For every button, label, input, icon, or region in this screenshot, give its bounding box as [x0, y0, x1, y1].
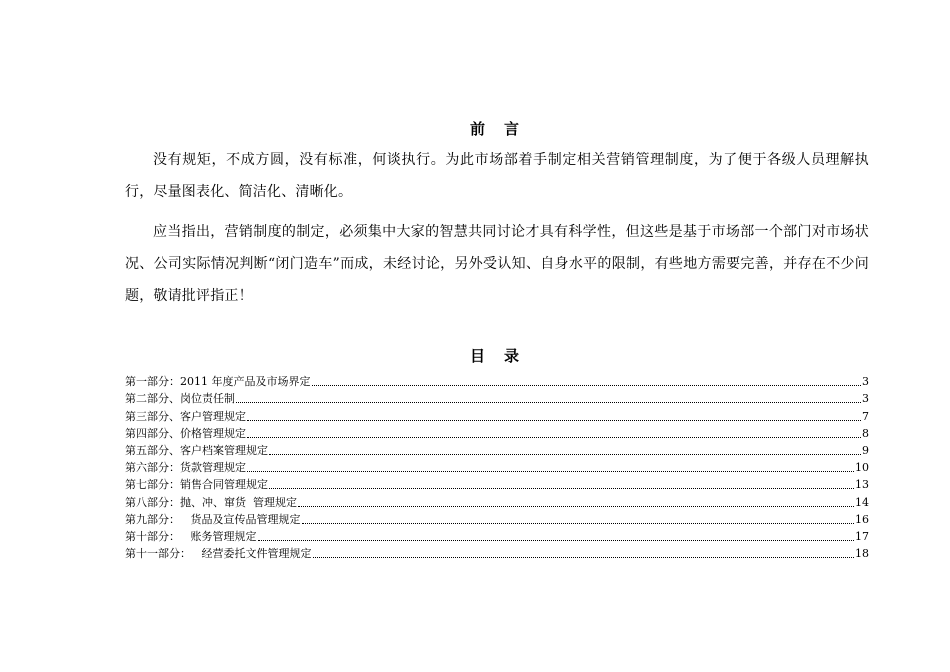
toc-entry-9[interactable] — [125, 511, 869, 528]
toc-entry-label: 第八部分：抛、冲、窜货 管理规定 — [125, 495, 297, 509]
toc-entry-page: 16 — [855, 512, 869, 526]
toc-entry-label: 第二部分、岗位责任制 — [125, 392, 235, 406]
toc-entry-5[interactable] — [125, 442, 869, 459]
toc-entry-6[interactable] — [125, 459, 869, 476]
preface-title-right: 言 — [504, 120, 521, 138]
toc-leader-dots — [247, 437, 861, 438]
toc-entry-page: 3 — [862, 375, 869, 389]
toc-title-right: 录 — [504, 347, 521, 365]
toc-entry-page: 3 — [862, 392, 869, 406]
toc-leader-dots — [269, 488, 854, 489]
toc-entry-3[interactable] — [125, 407, 869, 424]
toc-entry-page: 7 — [862, 409, 869, 423]
toc-entry-10[interactable] — [125, 528, 869, 545]
toc-leader-dots — [236, 402, 861, 403]
toc-entry-7[interactable] — [125, 476, 869, 493]
toc-entry-page: 8 — [862, 426, 869, 440]
toc-entry-page: 10 — [855, 461, 869, 475]
toc-entry-4[interactable] — [125, 425, 869, 442]
toc-entry-8[interactable] — [125, 493, 869, 510]
toc-entry-page: 13 — [855, 478, 869, 492]
toc-entry-label: 第九部分： 货品及宣传品管理规定 — [125, 512, 301, 526]
toc-entry-page: 17 — [855, 529, 869, 543]
preface-paragraph-2: 应当指出，营销制度的制定，必须集中大家的智慧共同讨论才具有科学性，但这些是基于市场部一个部门对市场状况、公司实际情况判断“闭门造车”而成，未经讨论，另外受认知、自身水平的限制，有些地方需要完善，并存在不少问题，敬请批评指正！ — [125, 224, 869, 304]
preface-paragraph-1: 没有规矩，不成方圆，没有标准，何谈执行。为此市场部着手制定相关营销管理制度，为了便于各级人员理解执行，尽量图表化、简洁化、清晰化。 — [125, 152, 869, 200]
toc-leader-dots — [247, 471, 854, 472]
toc-entry-page: 9 — [862, 443, 869, 457]
toc-entry-11[interactable] — [125, 545, 869, 562]
preface-title-left: 前 — [469, 120, 486, 138]
toc-leader-dots — [312, 385, 862, 386]
toc-title — [0, 345, 950, 366]
toc-title-left: 目 — [469, 347, 486, 365]
toc-entry-1[interactable] — [125, 373, 869, 390]
toc-entry-label: 第十部分： 账务管理规定 — [125, 529, 257, 543]
table-of-contents — [125, 373, 869, 562]
toc-entry-page: 18 — [855, 547, 869, 561]
toc-leader-dots — [302, 523, 855, 524]
toc-entry-page: 14 — [855, 495, 869, 509]
toc-leader-dots — [269, 454, 861, 455]
toc-entry-label: 第三部分、客户管理规定 — [125, 409, 246, 423]
toc-entry-label: 第六部分：货款管理规定 — [125, 461, 246, 475]
toc-entry-label: 第四部分、价格管理规定 — [125, 426, 246, 440]
toc-entry-label: 第一部分：2011 年度产品及市场界定 — [125, 375, 311, 389]
toc-leader-dots — [247, 420, 861, 421]
preface-title — [0, 118, 950, 139]
toc-leader-dots — [298, 506, 854, 507]
toc-leader-dots — [258, 540, 855, 541]
toc-entry-label: 第七部分：销售合同管理规定 — [125, 478, 268, 492]
toc-entry-2[interactable] — [125, 390, 869, 407]
toc-entry-label: 第五部分、客户档案管理规定 — [125, 443, 268, 457]
toc-entry-label: 第十一部分： 经营委托文件管理规定 — [125, 547, 312, 561]
toc-leader-dots — [313, 557, 855, 558]
